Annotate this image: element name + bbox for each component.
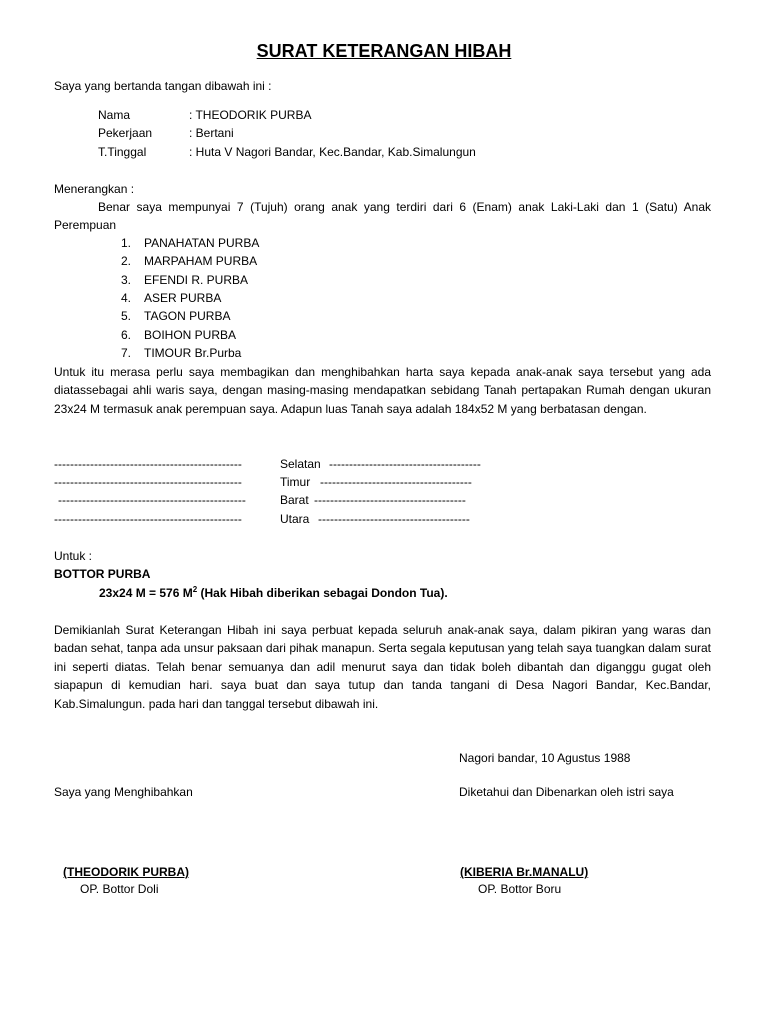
identity-label-address: T.Tinggal	[98, 145, 147, 159]
child-number: 7.	[121, 346, 132, 360]
identity-label-name: Nama	[98, 108, 131, 122]
identity-value-job: : Bertani	[189, 126, 234, 140]
declare-paragraph: Benar saya mempunyai 7 (Tujuh) orang anak yang terdiri dari 6 (Enam) anak Laki-Laki dan 1 (Satu) Anak Perempuan	[54, 200, 711, 233]
witness-alias: OP. Bottor Boru	[478, 882, 562, 896]
declare-heading: Menerangkan :	[54, 182, 135, 196]
child-name: PANAHATAN PURBA	[144, 236, 260, 250]
child-name: MARPAHAM PURBA	[144, 254, 258, 268]
grantor-caption: Saya yang Menghibahkan	[54, 785, 193, 799]
grantor-alias: OP. Bottor Doli	[80, 882, 159, 896]
border-dashes-right: --------------------------------------	[320, 475, 472, 489]
border-dashes-left: -----------------------------------------------	[58, 493, 246, 507]
border-dashes-right: --------------------------------------	[314, 493, 466, 507]
child-number: 1.	[121, 236, 132, 250]
purpose-paragraph: Untuk itu merasa perlu saya membagikan dan menghibahkan harta saya kepada anak-anak saya tersebut yang ada diatassebagai ahli waris saya, dengan masing-masing mendapatkan sebidang Tanah pertapakan Rumah dengan ukuran 23x24 M termasuk anak perempuan saya. Adapun luas Tanah saya adalah 184x52 M yang berbatasan dengan.	[54, 365, 711, 416]
place-date: Nagori bandar, 10 Agustus 1988	[459, 751, 631, 765]
border-dashes-right: --------------------------------------	[318, 512, 470, 526]
child-number: 4.	[121, 291, 132, 305]
grant-size: 23x24 M = 576 M	[99, 586, 193, 600]
child-number: 5.	[121, 309, 132, 323]
identity-label-job: Pekerjaan	[98, 126, 153, 140]
border-label-south: Selatan	[280, 457, 321, 471]
witness-caption: Diketahui dan Dibenarkan oleh istri saya	[459, 785, 674, 799]
child-number: 2.	[121, 254, 132, 268]
border-label-east: Timur	[280, 475, 311, 489]
border-dashes-left: -----------------------------------------------	[54, 475, 242, 489]
for-label: Untuk :	[54, 549, 93, 563]
child-number: 3.	[121, 273, 132, 287]
identity-value-address: : Huta V Nagori Bandar, Kec.Bandar, Kab.Simalungun	[189, 145, 476, 159]
document-title: SURAT KETERANGAN HIBAH	[256, 41, 512, 61]
border-label-north: Utara	[280, 512, 310, 526]
intro-text: Saya yang bertanda tangan dibawah ini :	[54, 79, 272, 93]
child-name: TAGON PURBA	[144, 309, 231, 323]
border-dashes-left: -----------------------------------------------	[54, 512, 242, 526]
child-name: EFENDI R. PURBA	[144, 273, 249, 287]
grant-unit-superscript: 2	[192, 585, 198, 594]
child-name: BOIHON PURBA	[144, 328, 237, 342]
child-name: TIMOUR Br.Purba	[144, 346, 242, 360]
closing-paragraph: Demikianlah Surat Keterangan Hibah ini saya perbuat kepada seluruh anak-anak saya, dalam pikiran yang waras dan badan sehat, tanpa ada unsur paksaan dari pihak manapun. Serta segala keputusan yang telah saya tuangkan dalam surat ini seperti diatas. Telah benar semuanya dan adil menurut saya dan tidak boleh dibantah dan diganggu gugat oleh siapapun di kemudian hari. saya buat dan saya tutup dan tanda tangani di Desa Nagori Bandar, Kec.Bandar, Kab.Simalungun. pada hari dan tanggal tersebut dibawah ini.	[54, 623, 711, 711]
witness-signature-name: (KIBERIA Br.MANALU)	[460, 865, 589, 879]
border-dashes-right: --------------------------------------	[329, 457, 481, 471]
grantor-signature-name: (THEODORIK PURBA)	[63, 865, 189, 879]
border-label-west: Barat	[280, 493, 309, 507]
border-dashes-left: -----------------------------------------------	[54, 457, 242, 471]
grant-note: (Hak Hibah diberikan sebagai Dondon Tua).	[197, 586, 448, 600]
grant-line	[99, 584, 448, 602]
identity-value-name: : THEODORIK PURBA	[189, 108, 312, 122]
child-number: 6.	[121, 328, 132, 342]
child-name: ASER PURBA	[144, 291, 222, 305]
recipient-name: BOTTOR PURBA	[54, 567, 151, 581]
